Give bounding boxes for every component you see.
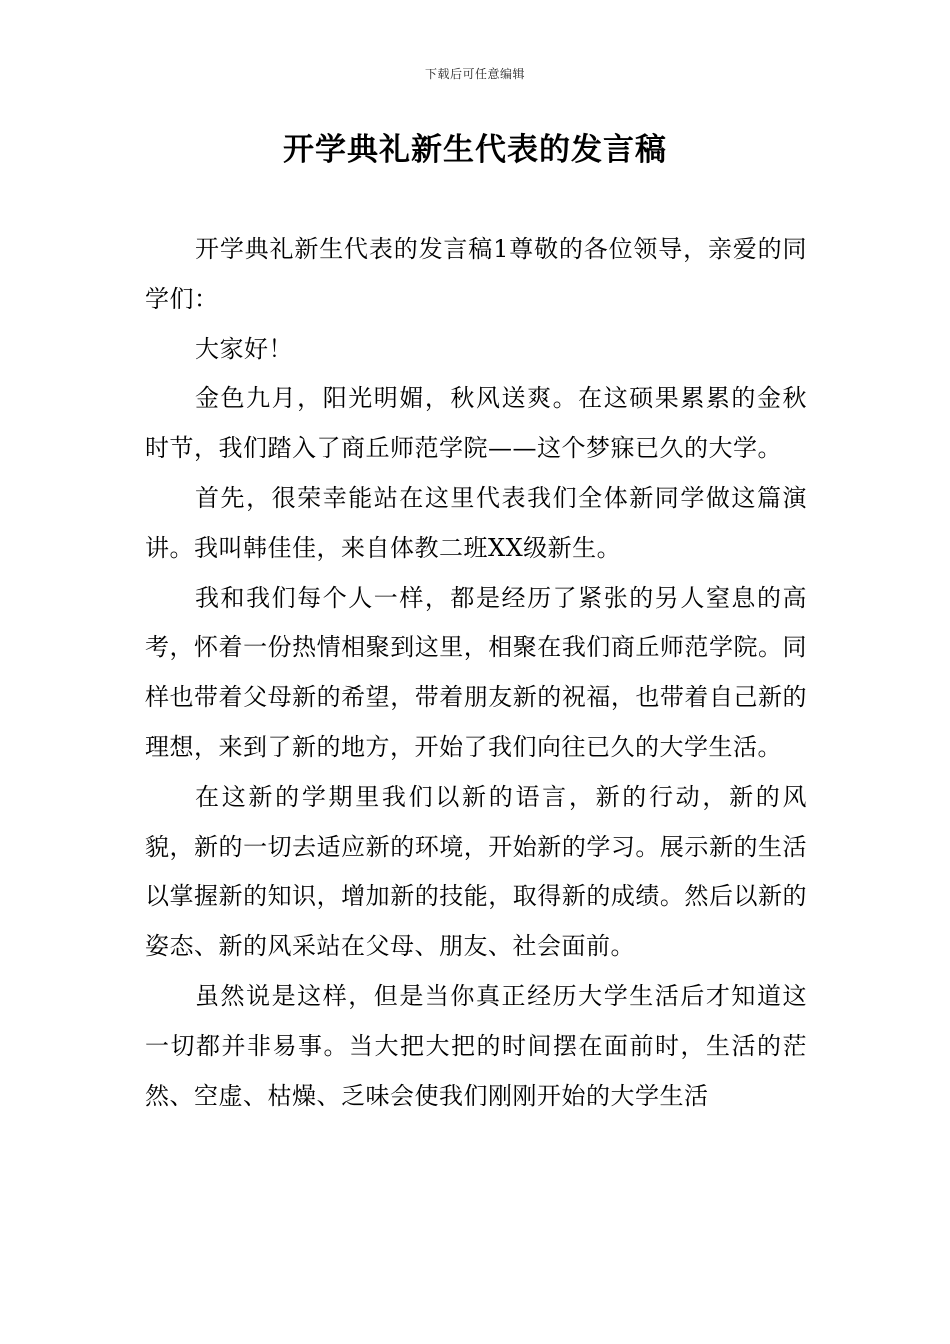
paragraph: 金色九月，阳光明媚，秋风送爽。在这硕果累累的金秋时节，我们踏入了商丘师范学院——这个梦寐已久的大学。 xyxy=(145,384,807,463)
header-note: 下载后可任意编辑 xyxy=(424,67,525,81)
document-title: 开学典礼新生代表的发言稿 xyxy=(283,132,667,168)
paragraph: 虽然说是这样，但是当你真正经历大学生活后才知道这一切都并非易事。当大把大把的时间摆在面前时，生活的茫然、空虚、枯燥、乏味会使我们刚刚开始的大学生活 xyxy=(145,981,807,1110)
paragraph: 开学典礼新生代表的发言稿1尊敬的各位领导，亲爱的同学们： xyxy=(145,235,807,313)
paragraph: 首先，很荣幸能站在这里代表我们全体新同学做这篇演讲。我叫韩佳佳，来自体教二班XX级新生。 xyxy=(145,483,807,562)
paragraph: 在这新的学期里我们以新的语言，新的行动，新的风貌，新的一切去适应新的环境，开始新的学习。展示新的生活以掌握新的知识，增加新的技能，取得新的成绩。然后以新的姿态、新的风采站在父母、朋友、社会面前。 xyxy=(145,782,807,961)
paragraph: 大家好！ xyxy=(195,334,293,363)
paragraph: 我和我们每个人一样，都是经历了紧张的另人窒息的高考，怀着一份热情相聚到这里，相聚在我们商丘师范学院。同样也带着父母新的希望，带着朋友新的祝福，也带着自己新的理想，来到了新的地方，开始了我们向往已久的大学生活。 xyxy=(145,583,807,761)
document-body xyxy=(145,225,807,1121)
